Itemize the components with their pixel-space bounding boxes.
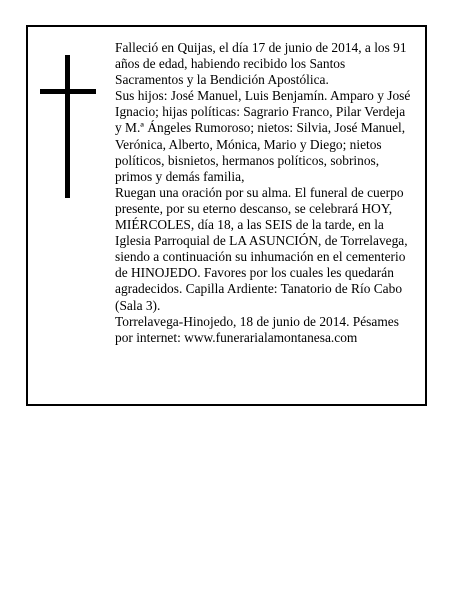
obituary-notice-frame: [26, 25, 427, 406]
obituary-text: [115, 40, 423, 346]
cross-icon: [40, 55, 96, 198]
cross-horizontal-bar: [40, 89, 96, 94]
death-announcement-paragraph: Falleció en Quijas, el día 17 de junio de 2014, a los 91 años de edad, habiendo recibido los Santos Sacramentos y la Bendición Apostólica.: [115, 40, 407, 88]
closing-paragraph: Torrelavega-Hinojedo, 18 de junio de 2014. Pésames por internet: www.funerarialamontanesa.com: [115, 313, 399, 345]
funeral-details-paragraph: Ruegan una oración por su alma. El funeral de cuerpo presente, por su eterno descanso, se celebrará HOY, MIÉRCOLES, día 18, a las SEIS de la tarde, en la Iglesia Parroquial de LA ASUNCIÓN, de Torrelavega, siendo a continuación su inhumación en el cementerio de HINOJEDO. Favores por los cuales les quedarán agradecidos. Capilla Ardiente: Tanatorio de Río Cabo (Sala 3).: [115, 184, 408, 313]
family-paragraph: Sus hijos: José Manuel, Luis Benjamín. Amparo y José Ignacio; hijas políticas: Sagrario Franco, Pilar Verdeja y M.ª Ángeles Rumoroso; nietos: Silvia, José Manuel, Verónica, Alberto, Mónica, Mario y Diego; nietos políticos, bisnietos, hermanos políticos, sobrinos, primos y demás familia,: [115, 88, 411, 184]
cross-vertical-bar: [65, 55, 70, 198]
